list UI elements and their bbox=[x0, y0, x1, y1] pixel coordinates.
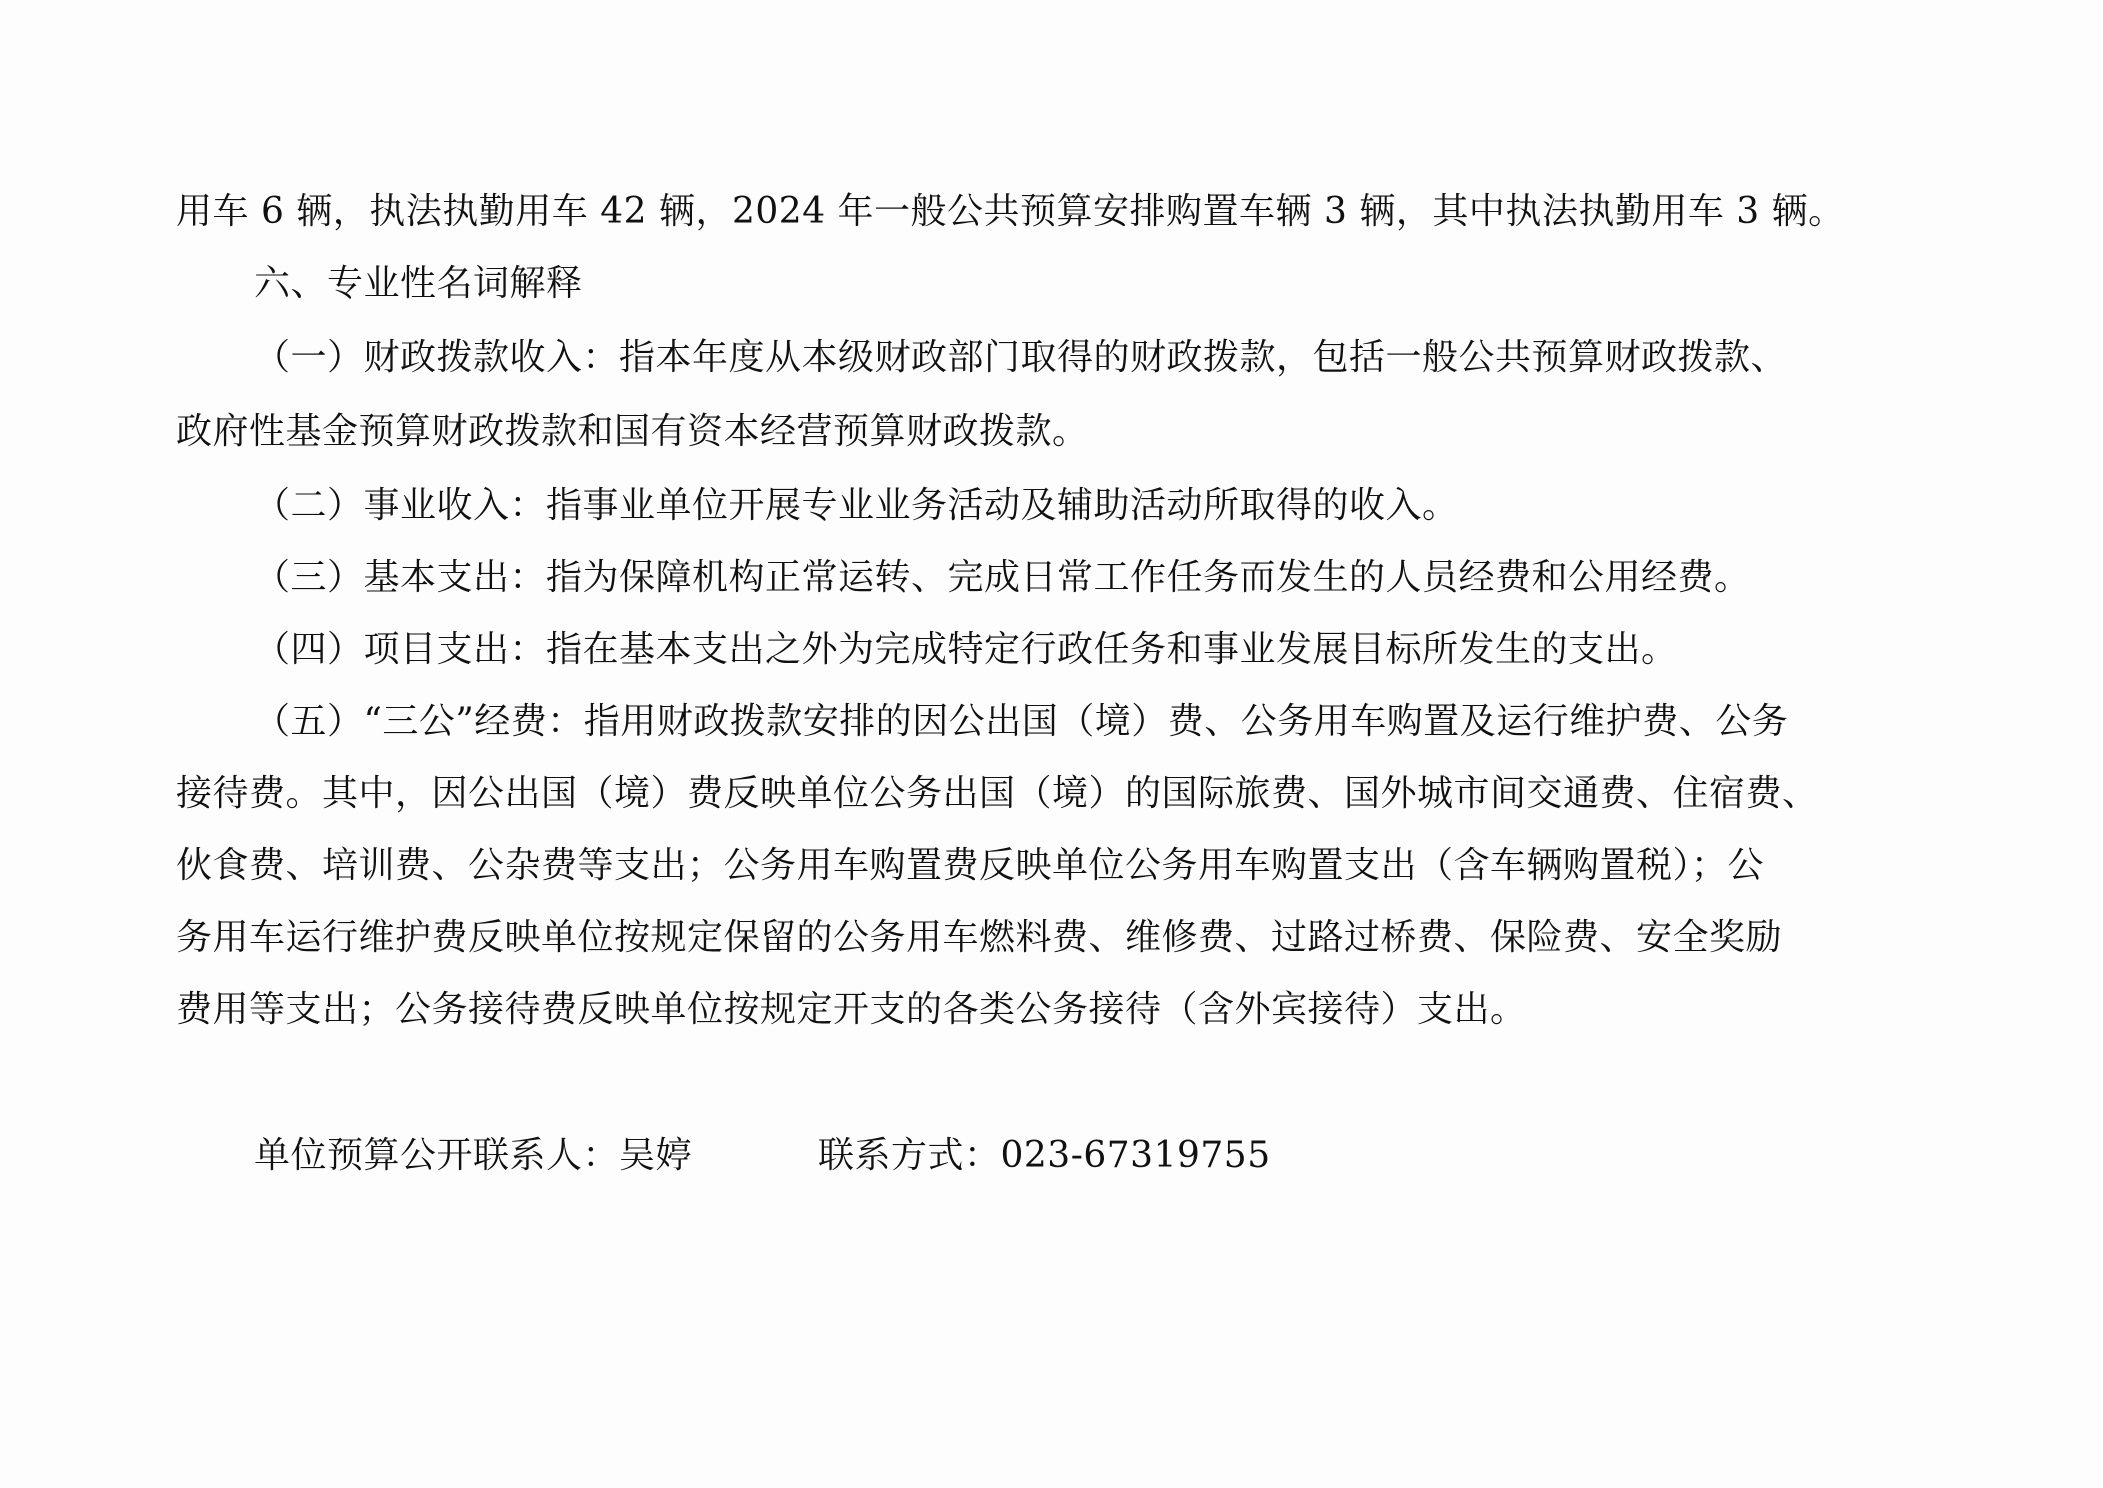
term-fiscal-allocation-line-2: 政府性基金预算财政拨款和国有资本经营预算财政拨款。 bbox=[176, 411, 1089, 452]
term-basic-expenditure: （三）基本支出：指为保障机构正常运转、完成日常工作任务而发生的人员经费和公用经费。 bbox=[254, 557, 1751, 598]
term-three-public-line-5: 费用等支出；公务接待费反映单位按规定开支的各类公务接待（含外宾接待）支出。 bbox=[176, 989, 1527, 1030]
paragraph-line-vehicles: 用车 6 辆，执法执勤用车 42 辆，2024 年一般公共预算安排购置车辆 3 辆，其中执法执勤用车 3 辆。 bbox=[176, 191, 1845, 232]
term-three-public-line-3: 伙食费、培训费、公杂费等支出；公务用车购置费反映单位公务用车购置支出（含车辆购置税）；公 bbox=[176, 845, 1765, 886]
term-three-public-line-1: （五）“三公”经费：指用财政拨款安排的因公出国（境）费、公务用车购置及运行维护费、公务 bbox=[254, 701, 1789, 742]
term-project-expenditure: （四）项目支出：指在基本支出之外为完成特定行政任务和事业发展目标所发生的支出。 bbox=[254, 629, 1678, 670]
term-three-public-line-4: 务用车运行维护费反映单位按规定保留的公务用车燃料费、维修费、过路过桥费、保险费、安全奖励 bbox=[176, 917, 1783, 958]
term-three-public-line-2: 接待费。其中，因公出国（境）费反映单位公务出国（境）的国际旅费、国外城市间交通费、住宿费、 bbox=[176, 773, 1819, 814]
term-business-income: （二）事业收入：指事业单位开展专业业务活动及辅助活动所取得的收入。 bbox=[254, 485, 1459, 526]
contact-phone: 联系方式：023-67319755 bbox=[818, 1135, 1271, 1176]
contact-person: 单位预算公开联系人：吴婷 bbox=[254, 1135, 693, 1176]
section-heading-terms: 六、专业性名词解释 bbox=[254, 263, 583, 304]
term-fiscal-allocation-line-1: （一）财政拨款收入：指本年度从本级财政部门取得的财政拨款，包括一般公共预算财政拨款、 bbox=[254, 337, 1788, 378]
